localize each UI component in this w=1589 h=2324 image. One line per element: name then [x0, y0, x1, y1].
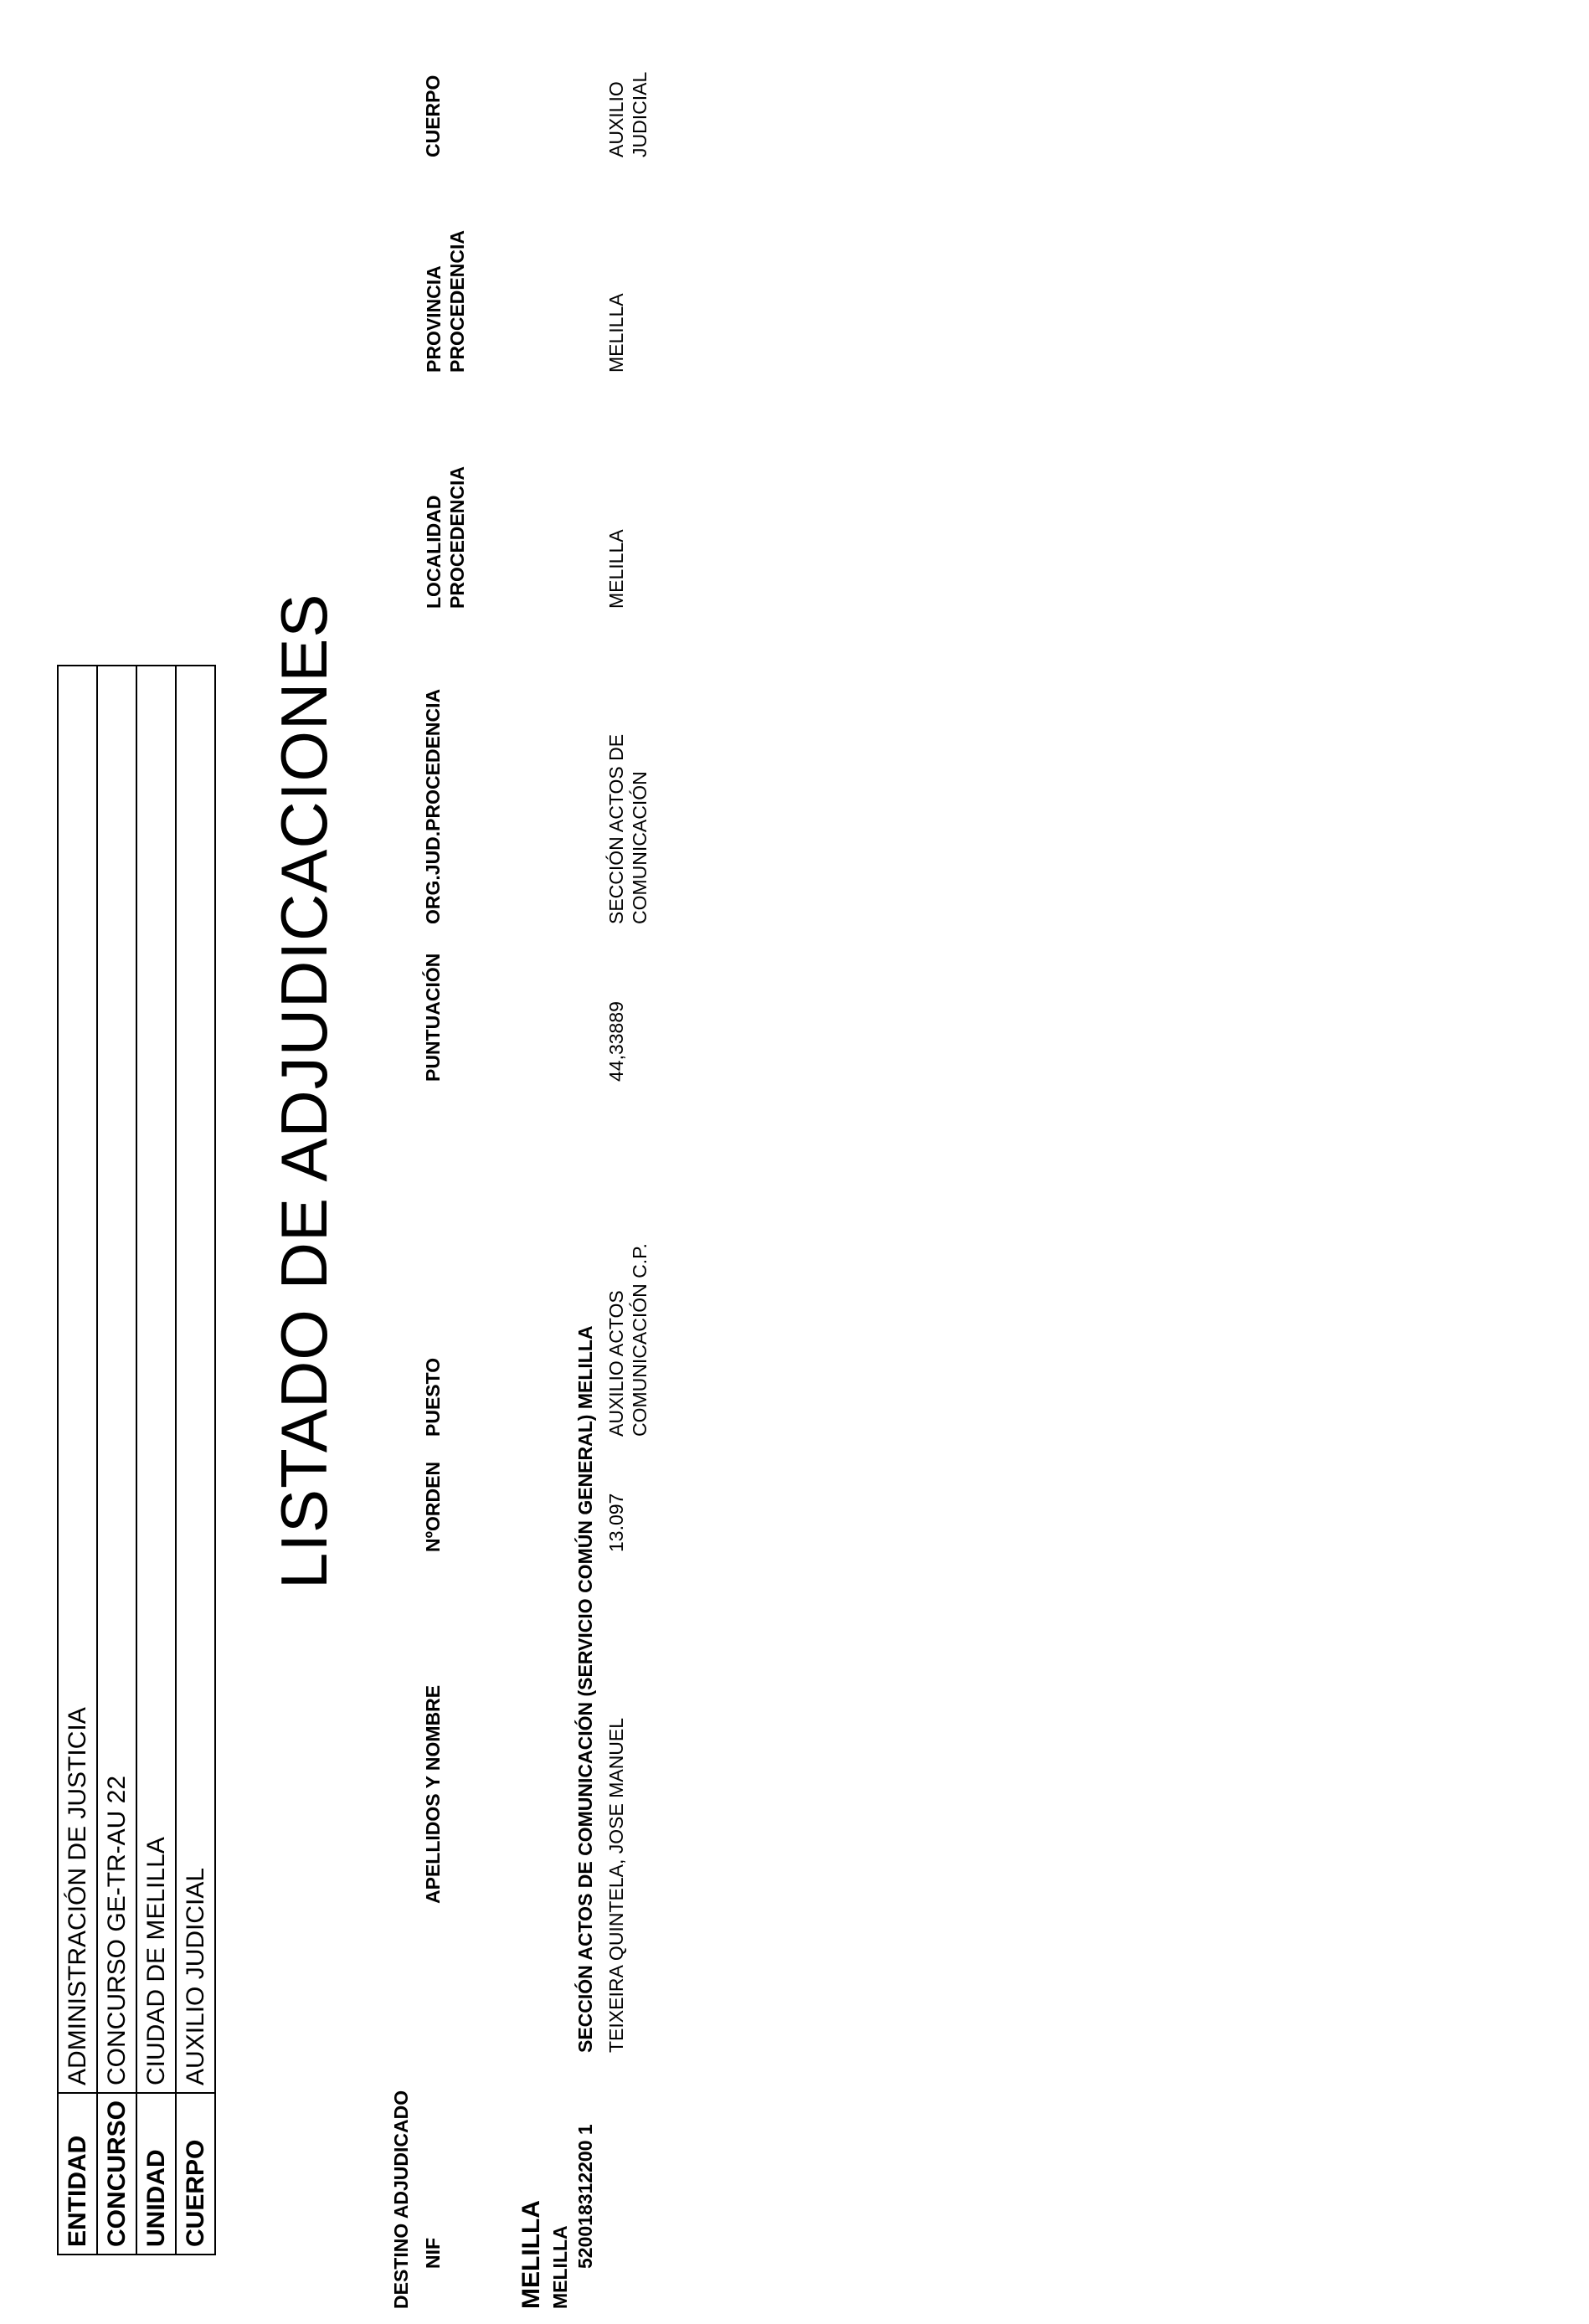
header-localidad-procedencia: LOCALIDAD PROCEDENCIA: [423, 466, 468, 609]
info-row-cuerpo: [176, 666, 215, 2255]
header-puntuacion: PUNTUACIÓN: [422, 953, 444, 1082]
destination-name: SECCIÓN ACTOS DE COMUNICACIÓN (SERVICIO COMÚN GENERAL) MELILLA: [574, 1325, 596, 2053]
info-row-concurso: [97, 666, 136, 2255]
header-info-table: [57, 665, 216, 2255]
info-row-unidad: [136, 666, 176, 2255]
info-value: AUXILIO JUDICIAL: [176, 666, 215, 2093]
cell-localidad-procedencia: MELILLA: [605, 529, 627, 609]
header-puesto: PUESTO: [422, 1357, 444, 1437]
info-key: UNIDAD: [136, 2093, 176, 2255]
cell-norden: 13.097: [605, 1493, 627, 1552]
cell-provincia-procedencia: MELILLA: [605, 293, 627, 373]
destination-code: 520018312200 1: [574, 2124, 596, 2269]
info-key: CUERPO: [176, 2093, 215, 2255]
header-apellidos-nombre: APELLIDOS Y NOMBRE: [422, 1684, 444, 1904]
info-key: ENTIDAD: [58, 2093, 97, 2255]
cell-apellidos-nombre: TEIXEIRA QUINTELA, JOSE MANUEL: [605, 1717, 627, 2053]
info-row-entidad: [58, 666, 97, 2255]
cell-org-jud-procedencia: SECCIÓN ACTOS DE COMUNICACIÓN: [605, 733, 651, 924]
header-destino-adjudicado: DESTINO ADJUDICADO: [390, 2090, 412, 2309]
page-title: LISTADO DE ADJUDICACIONES: [267, 593, 341, 1589]
province-heading: MELILLA: [517, 2200, 545, 2309]
locality-heading: MELILLA: [549, 2225, 571, 2309]
header-norden: NºORDEN: [422, 1461, 444, 1552]
header-cuerpo: CUERPO: [422, 75, 444, 157]
info-value: CONCURSO GE-TR-AU 22: [97, 666, 136, 2093]
cell-puntuacion: 44,33889: [605, 1001, 627, 1082]
cell-puesto: AUXILIO ACTOS COMUNICACIÓN C.P.: [605, 1243, 651, 1437]
header-org-jud-procedencia: ORG.JUD.PROCEDENCIA: [422, 688, 444, 924]
header-nif: NIF: [422, 2237, 444, 2269]
info-value: ADMINISTRACIÓN DE JUSTICIA: [58, 666, 97, 2093]
info-value: CIUDAD DE MELILLA: [136, 666, 176, 2093]
info-key: CONCURSO: [97, 2093, 136, 2255]
header-provincia-procedencia: PROVINCIA PROCEDENCIA: [423, 230, 468, 373]
cell-cuerpo: AUXILIO JUDICIAL: [605, 71, 651, 157]
